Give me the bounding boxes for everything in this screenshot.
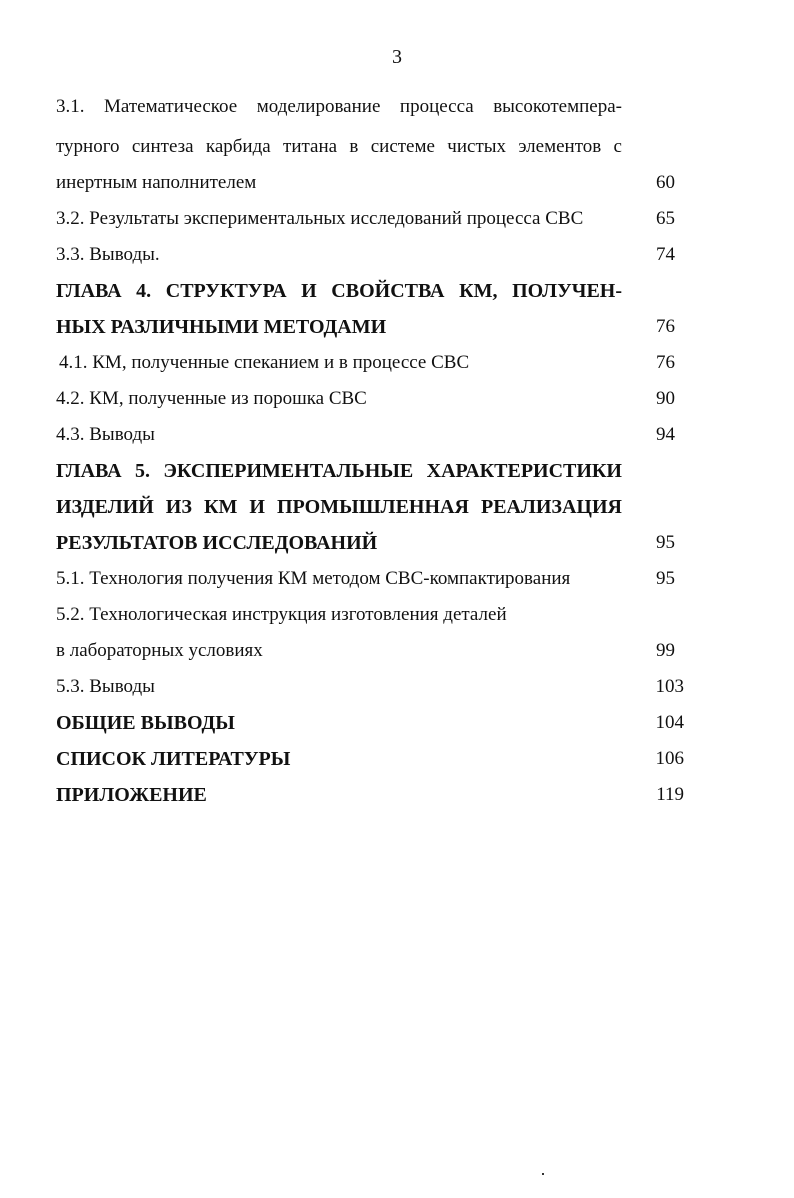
toc-page-3-1: 60 [656, 172, 675, 193]
toc-page-appendix: 119 [656, 784, 684, 805]
toc-entry-5-2-line-1: 5.2. Технологическая инструкция изготовления деталей [56, 604, 507, 625]
toc-page-4-2: 90 [656, 388, 675, 409]
toc-page-references: 106 [655, 748, 684, 769]
toc-entry-4-2: 4.2. КМ, полученные из порошка СВС [56, 388, 367, 409]
page-number: 3 [392, 46, 402, 68]
toc-page-3-3: 74 [656, 244, 675, 265]
toc-appendix: ПРИЛОЖЕНИЕ [56, 784, 207, 806]
toc-references: СПИСОК ЛИТЕРАТУРЫ [56, 748, 291, 770]
toc-page-chapter-5: 95 [656, 532, 675, 553]
toc-general-conclusions: ОБЩИЕ ВЫВОДЫ [56, 712, 235, 734]
toc-page-chapter-4: 76 [656, 316, 675, 337]
toc-page-general-conclusions: 104 [655, 712, 684, 733]
toc-entry-4-3: 4.3. Выводы [56, 424, 155, 445]
toc-entry-3-3: 3.3. Выводы. [56, 244, 160, 265]
toc-page-5-1: 95 [656, 568, 675, 589]
scan-speck [542, 1173, 544, 1175]
toc-entry-3-1-line-2: турного синтеза карбида титана в системе чистых элементов с [56, 136, 622, 157]
toc-page-3-2: 65 [656, 208, 675, 229]
toc-chapter-5-line-1: ГЛАВА 5. ЭКСПЕРИМЕНТАЛЬНЫЕ ХАРАКТЕРИСТИКИ [56, 460, 622, 482]
toc-entry-4-1: 4.1. КМ, полученные спеканием и в процессе СВС [59, 352, 470, 373]
toc-chapter-4-line-2: НЫХ РАЗЛИЧНЫМИ МЕТОДАМИ [56, 316, 387, 338]
toc-page-5-3: 103 [655, 676, 684, 697]
toc-entry-5-3: 5.3. Выводы [56, 676, 155, 697]
toc-entry-3-2: 3.2. Результаты экспериментальных исследований процесса СВС [56, 208, 584, 229]
toc-page-4-1: 76 [656, 352, 675, 373]
toc-page-4-3: 94 [656, 424, 675, 445]
toc-entry-3-1-line-3: инертным наполнителем [56, 172, 257, 193]
toc-entry-3-1-line-1: 3.1. Математическое моделирование процесса высокотемпера- [56, 96, 622, 117]
toc-chapter-5-line-3: РЕЗУЛЬТАТОВ ИССЛЕДОВАНИЙ [56, 532, 378, 554]
toc-page-5-2: 99 [656, 640, 675, 661]
toc-entry-5-1: 5.1. Технология получения КМ методом СВС-компактирования [56, 568, 571, 589]
toc-entry-5-2-line-2: в лабораторных условиях [56, 640, 263, 661]
toc-chapter-4-line-1: ГЛАВА 4. СТРУКТУРА И СВОЙСТВА КМ, ПОЛУЧЕН- [56, 280, 622, 302]
toc-chapter-5-line-2: ИЗДЕЛИЙ ИЗ КМ И ПРОМЫШЛЕННАЯ РЕАЛИЗАЦИЯ [56, 496, 622, 518]
